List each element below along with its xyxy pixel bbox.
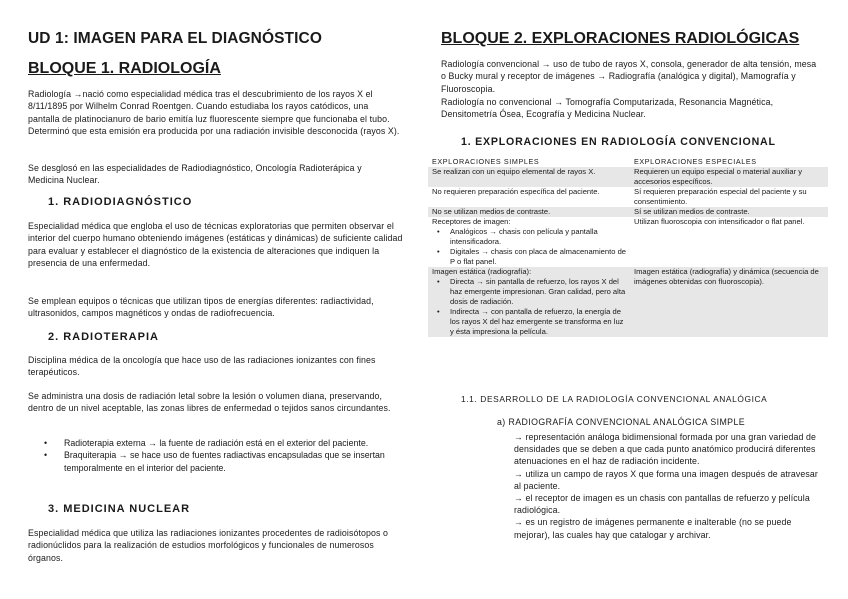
radioterapia-types-list bbox=[28, 437, 408, 474]
table-cell: Sí se utilizan medios de contraste. bbox=[630, 207, 828, 217]
radioterapia-paragraph-2: Se administra una dosis de radiación letal sobre la lesión o volumen diana, preservando, dentro de un nivel aceptable, las zonas libres de enfermedad o tejidos sanos circundantes. bbox=[28, 391, 391, 414]
radiografia-simple-heading: a) RADIOGRAFÍA CONVENCIONAL ANALÓGICA SIMPLE bbox=[497, 417, 746, 427]
exploraciones-convencional-heading: 1. EXPLORACIONES EN RADIOLOGÍA CONVENCIONAL bbox=[461, 136, 776, 148]
bloque2-heading: BLOQUE 2. EXPLORACIONES RADIOLÓGICAS bbox=[441, 30, 800, 47]
table-row bbox=[428, 207, 828, 217]
description-line: → es un registro de imágenes permanente e inalterable (no se puede mejorar), las cuales hay que catalogar y archivar. bbox=[514, 517, 792, 540]
table-cell: Requieren un equipo especial o material auxiliar y accesorios específicos. bbox=[630, 167, 828, 187]
table-row bbox=[428, 217, 828, 267]
table-row bbox=[428, 167, 828, 187]
subsection-1-1-heading: 1.1. DESARROLLO DE LA RADIOLOGÍA CONVENCIONAL ANALÓGICA bbox=[461, 394, 768, 404]
table-row bbox=[428, 187, 828, 207]
radiologia-specialties-paragraph: Se desglosó en las especialidades de Radiodiagnóstico, Oncología Radioterápica y Medicina Nuclear. bbox=[28, 163, 362, 186]
table-cell: Sí requieren preparación especial del paciente y su consentimiento. bbox=[634, 187, 807, 206]
radioterapia-heading: 2. RADIOTERAPIA bbox=[48, 331, 159, 343]
description-line: → representación análoga bidimensional formada por una gran variedad de densidades que se deben a que cada punto anatómico producirá diferentes atenuaciones en el haz de radiación incidente. bbox=[514, 432, 816, 467]
radiodiagnostico-heading: 1. RADIODIAGNÓSTICO bbox=[48, 196, 193, 208]
description-line: → utiliza un campo de rayos X que forma una imagen después de atravesar al paciente. bbox=[514, 468, 818, 491]
table-cell: Imagen estática (radiografía) y dinámica (secuencia de imágenes obtenidas con fluoroscopia). bbox=[630, 267, 828, 337]
table-cell bbox=[428, 217, 630, 267]
medicina-nuclear-heading: 3. MEDICINA NUCLEAR bbox=[48, 503, 191, 515]
radiodiagnostico-paragraph-2: Se emplean equipos o técnicas que utilizan tipos de energías diferentes: radiactividad, ultrasonidos, campos magnéticos y ondas de radiofrecuencia. bbox=[28, 296, 374, 319]
table-header-cell: EXPLORACIONES ESPECIALES bbox=[634, 157, 757, 166]
radiologia-convencional-paragraph: Radiología convencional → uso de tubo de rayos X, consola, generador de alta tensión, mesa o Bucky mural y receptor de imágenes → Radiografía (analógica y digital), Mamografía y Fluoroscopia. bbox=[441, 59, 817, 94]
radiologia-intro-paragraph: Radiología →nació como especialidad médica tras el descubrimiento de los rayos X el 8/11/1895 por Wilhelm Conrad Roentgen. Cuando estudiaba los rayos catódicos, una pantalla de platinocianuro de bario emitía luz fluorescente siempre que funcionaba el tubo. Determinó que esta emisión era producida por una radiación invisible desconocida (rayos X). bbox=[28, 89, 400, 137]
list-item: • Radioterapia externa → la fuente de radiación está en el exterior del paciente. bbox=[28, 437, 408, 449]
list-item: • Braquiterapia → se hace uso de fuentes radiactivas encapsuladas que se insertan temporalmente en el interior del paciente. bbox=[28, 449, 408, 474]
table-cell-lead: Imagen estática (radiografía): bbox=[432, 267, 532, 276]
medicina-nuclear-paragraph: Especialidad médica que utiliza las radiaciones ionizantes procedentes de radioisótopos o radionúclidos para la realización de estudios morfológicos y funcionales de numerosos órganos. bbox=[28, 528, 389, 563]
table-cell: Utilizan fluoroscopia con intensificador o flat panel. bbox=[634, 217, 805, 226]
receptores-list bbox=[432, 227, 628, 267]
description-line: → el receptor de imagen es un chasis con pantallas de refuerzo y película radiológica. bbox=[514, 493, 810, 516]
radiografia-simple-description bbox=[514, 431, 824, 541]
table-cell: Se realizan con un equipo elemental de rayos X. bbox=[428, 167, 630, 187]
list-item: • Indirecta → con pantalla de refuerzo, la energía de los rayos X del haz emergente se transforma en luz y ésta impresiona la película. bbox=[432, 307, 628, 337]
radioterapia-paragraph-1: Disciplina médica de la oncología que hace uso de las radiaciones ionizantes con fines terapéuticos. bbox=[28, 355, 376, 378]
radiologia-no-convencional-paragraph: Radiología no convencional → Tomografía Computarizada, Resonancia Magnética, Densitometría Ósea, Ecografía y Medicina Nuclear. bbox=[441, 97, 774, 120]
bloque1-heading: BLOQUE 1. RADIOLOGÍA bbox=[28, 60, 221, 77]
table-cell bbox=[428, 267, 630, 337]
list-item: • Analógicos → chasis con película y pantalla intensificadora. bbox=[432, 227, 628, 247]
table-cell-lead: Receptores de imagen: bbox=[432, 217, 511, 226]
table-header-cell: EXPLORACIONES SIMPLES bbox=[432, 157, 540, 166]
radiodiagnostico-paragraph-1: Especialidad médica que engloba el uso de técnicas exploratorias que permiten observar el interior del cuerpo humano obteniendo imágenes (estáticas y dinámicas) de suficiente calidad para evaluar y establecer el diagnóstico de la existencia de alteraciones que indiquen la presencia de una enfermedad. bbox=[28, 221, 403, 269]
table-cell: No requieren preparación específica del paciente. bbox=[432, 187, 600, 196]
table-cell: No se utilizan medios de contraste. bbox=[428, 207, 630, 217]
exploraciones-comparison-table bbox=[428, 156, 828, 337]
table-row bbox=[428, 267, 828, 337]
list-item: • Directa → sin pantalla de refuerzo, los rayos X del haz emergente impresionan. Gran calidad, pero alta dosis de radiación. bbox=[432, 277, 628, 307]
list-item: • Digitales → chasis con placa de almacenamiento de P o flat panel. bbox=[432, 247, 628, 267]
unit-title: UD 1: IMAGEN PARA EL DIAGNÓSTICO bbox=[28, 30, 322, 47]
imagen-estatica-list bbox=[432, 277, 628, 337]
table-header-row bbox=[428, 156, 828, 167]
